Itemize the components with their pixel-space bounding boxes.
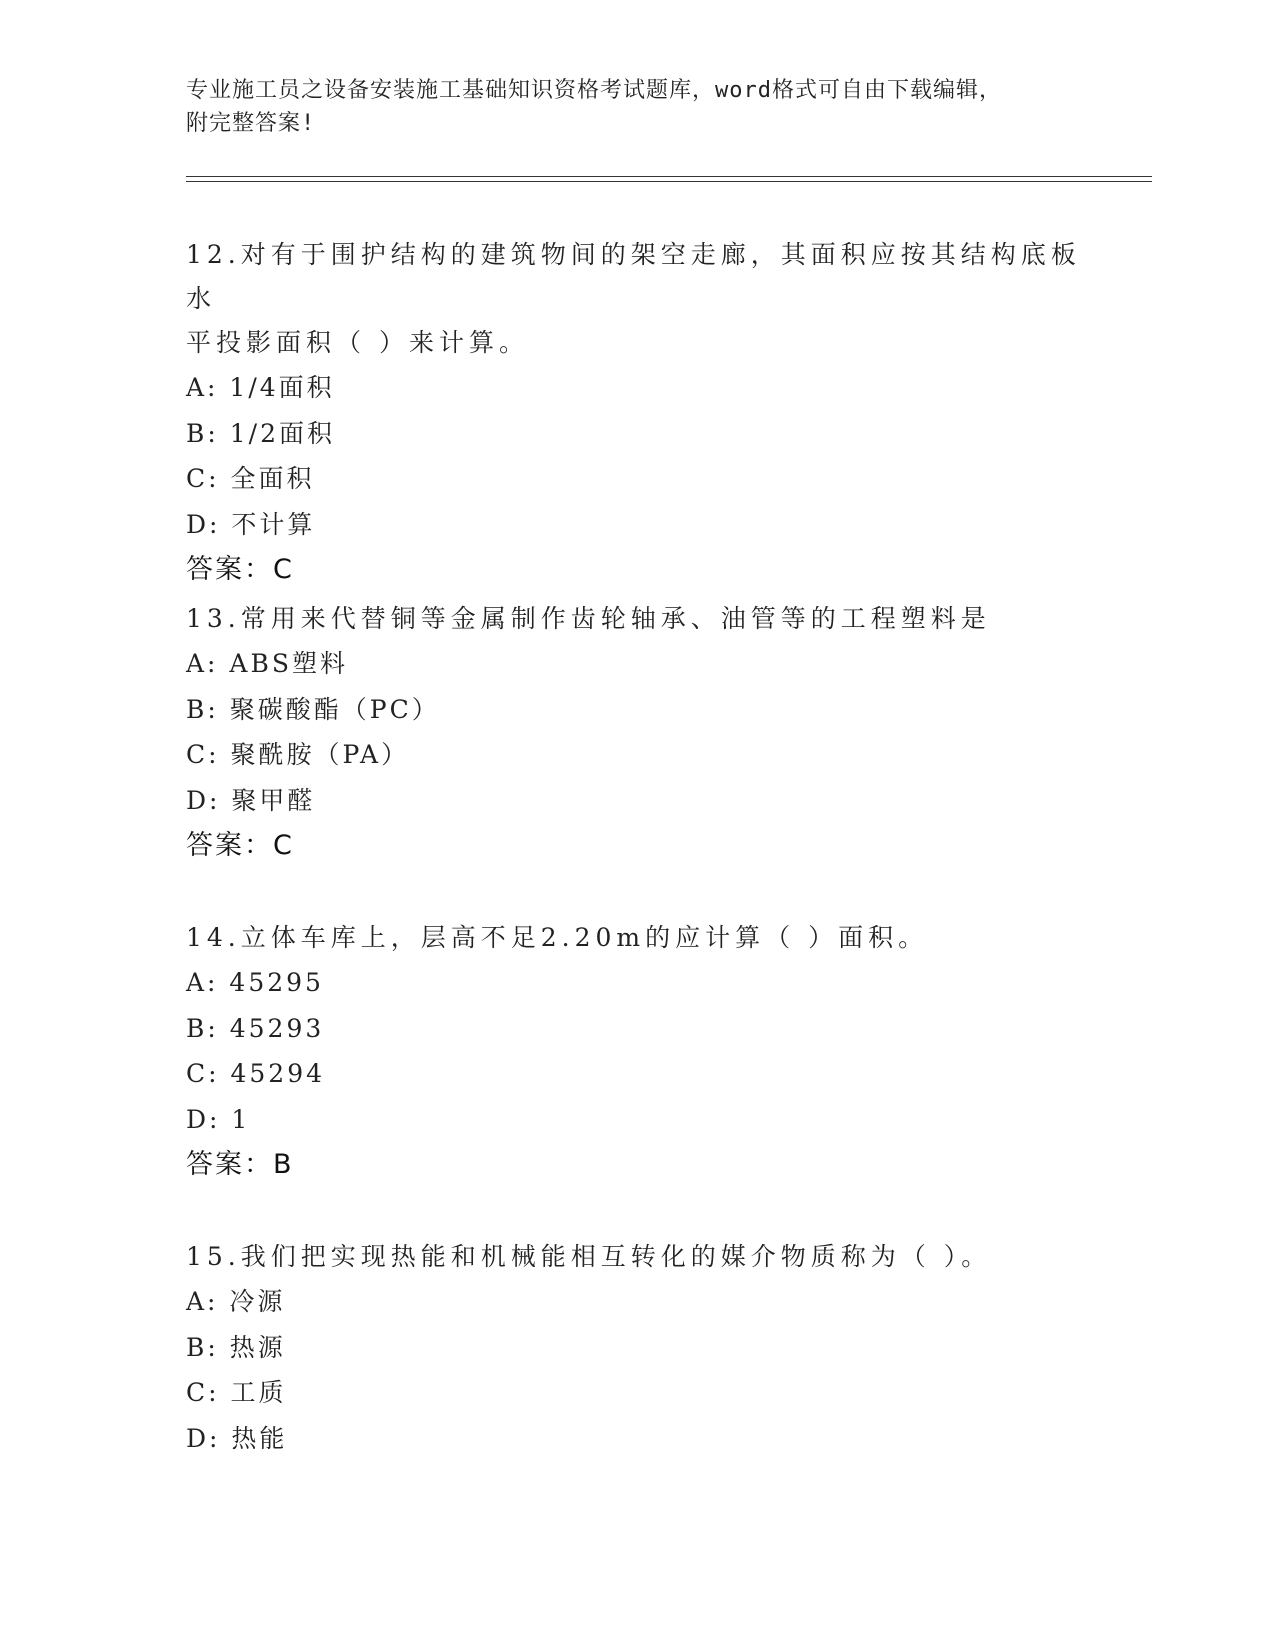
question-stem-line-2: 平投影面积（ ）来计算。	[186, 328, 529, 357]
option-b: B: 1/2面积	[186, 418, 335, 448]
question-stem-line-1: 12.对有于围护结构的建筑物间的架空走廊，其面积应按其结构底板水	[186, 240, 1081, 313]
option-a: A: 1/4面积	[186, 373, 335, 402]
document-header	[186, 74, 1086, 140]
question-14	[186, 916, 1086, 1188]
option-c: C: 工质	[186, 1378, 287, 1407]
option-b: B: 热源	[186, 1332, 286, 1362]
option-d: D: 聚甲醛	[186, 785, 316, 815]
question-stem-line-1: 13.常用来代替铜等金属制作齿轮轴承、油管等的工程塑料是	[186, 604, 991, 633]
header-divider-bottom	[186, 181, 1152, 182]
question-stem-line-1: 14.立体车库上，层高不足2.20m的应计算（ ）面积。	[186, 923, 929, 952]
option-c: C: 聚酰胺（PA）	[186, 740, 410, 769]
option-c: C: 全面积	[186, 464, 315, 493]
question-12	[186, 233, 1086, 593]
question-13	[186, 597, 1086, 869]
header-line-1: 专业施工员之设备安装施工基础知识资格考试题库，word格式可自由下载编辑，	[186, 78, 1002, 103]
option-a: A: ABS塑料	[186, 649, 348, 678]
option-d: D: 不计算	[186, 509, 316, 539]
option-d: D: 1	[186, 1104, 251, 1134]
option-c: C: 45294	[186, 1059, 326, 1088]
header-divider-top	[186, 176, 1152, 177]
question-15	[186, 1235, 1086, 1461]
answer: 答案：B	[186, 1149, 294, 1180]
option-a: A: 45295	[186, 968, 324, 997]
option-d: D: 热能	[186, 1423, 288, 1453]
question-stem-line-1: 15.我们把实现热能和机械能相互转化的媒介物质称为（ ）。	[186, 1242, 992, 1271]
option-b: B: 45293	[186, 1013, 325, 1043]
answer: 答案：C	[186, 554, 294, 585]
header-line-2: 附完整答案!	[186, 111, 316, 136]
answer: 答案：C	[186, 830, 294, 861]
option-b: B: 聚碳酸酯（PC）	[186, 694, 440, 724]
option-a: A: 冷源	[186, 1287, 286, 1316]
